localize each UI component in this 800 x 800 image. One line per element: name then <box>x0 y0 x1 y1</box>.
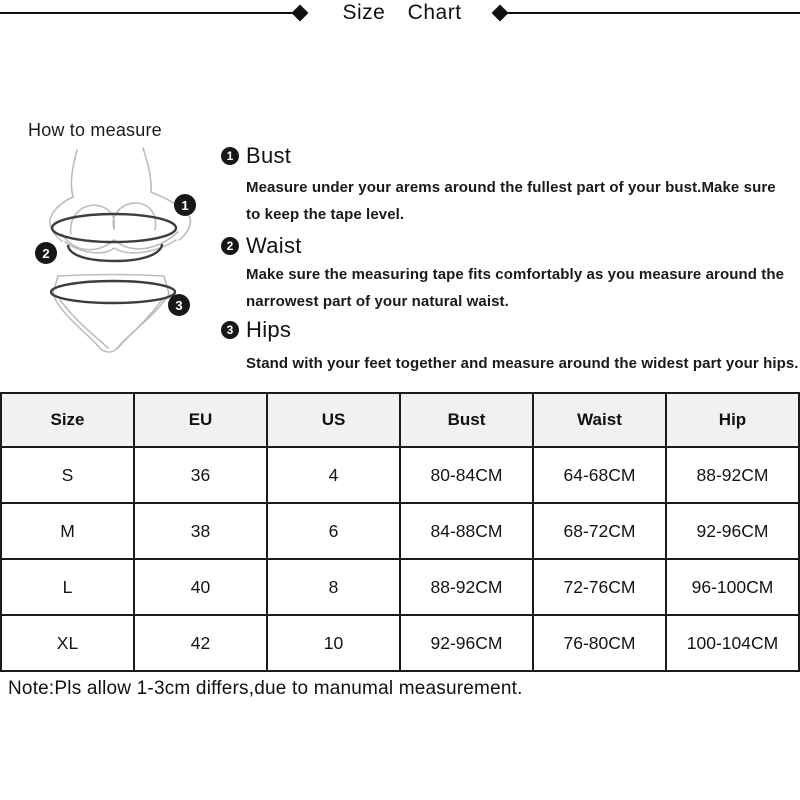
cell-hip: 88-92CM <box>666 447 799 503</box>
cell-size: L <box>1 559 134 615</box>
size-table-body <box>1 447 799 671</box>
cell-us: 4 <box>267 447 400 503</box>
bust-description-line: Measure under your arems around the fullest part of your bust.Make sure <box>246 179 776 196</box>
cell-bust: 80-84CM <box>400 447 533 503</box>
column-header-us: US <box>267 393 400 447</box>
divider-line-left <box>0 12 294 14</box>
how-to-measure-heading: How to measure <box>28 120 162 140</box>
bust-description <box>221 174 799 228</box>
waist-description-line: Make sure the measuring tape fits comfortably as you measure around the <box>246 266 785 283</box>
cell-us: 8 <box>267 559 400 615</box>
column-header-eu: EU <box>134 393 267 447</box>
section-waist <box>221 233 799 315</box>
cell-waist: 64-68CM <box>533 447 666 503</box>
cell-eu: 38 <box>134 503 267 559</box>
section-bust <box>221 143 799 228</box>
table-row-xl <box>1 615 799 671</box>
hips-description-line: Stand with your feet together and measure around the widest part your hips. <box>246 355 799 372</box>
table-row-s <box>1 447 799 503</box>
cell-eu: 42 <box>134 615 267 671</box>
svg-text:1: 1 <box>181 198 189 213</box>
column-header-hip: Hip <box>666 393 799 447</box>
hips-number-badge: 3 <box>221 321 239 339</box>
cell-bust: 88-92CM <box>400 559 533 615</box>
cell-waist: 76-80CM <box>533 615 666 671</box>
table-header-row <box>1 393 799 447</box>
waist-heading: Waist <box>246 233 302 258</box>
cell-hip: 100-104CM <box>666 615 799 671</box>
cell-size: S <box>1 447 134 503</box>
diamond-icon-right <box>491 5 508 22</box>
diagram-marker-bust <box>174 194 196 216</box>
cell-bust: 84-88CM <box>400 503 533 559</box>
column-header-size: Size <box>1 393 134 447</box>
column-header-bust: Bust <box>400 393 533 447</box>
table-row-l <box>1 559 799 615</box>
cell-size: XL <box>1 615 134 671</box>
svg-text:3: 3 <box>175 298 183 313</box>
bust-heading: Bust <box>246 143 292 168</box>
cell-hip: 92-96CM <box>666 503 799 559</box>
hip-tape-line <box>51 281 175 303</box>
hips-heading-row <box>221 317 799 343</box>
cell-us: 6 <box>267 503 400 559</box>
svg-text:2: 2 <box>42 246 50 261</box>
cell-eu: 36 <box>134 447 267 503</box>
divider-line-right <box>506 12 800 14</box>
note-text: Note:Pls allow 1-3cm differs,due to manumal measurement. <box>8 678 523 699</box>
bust-description-line: to keep the tape level. <box>246 206 405 223</box>
diagram-marker-hips <box>168 294 190 316</box>
diagram-marker-waist <box>35 242 57 264</box>
hips-heading: Hips <box>246 317 292 342</box>
diamond-icon-left <box>292 5 309 22</box>
section-hips <box>221 317 799 377</box>
waist-number-badge: 2 <box>221 237 239 255</box>
cell-eu: 40 <box>134 559 267 615</box>
size-table-header <box>1 393 799 447</box>
cell-waist: 72-76CM <box>533 559 666 615</box>
bust-number-badge: 1 <box>221 147 239 165</box>
page-title: Size Chart <box>342 1 462 24</box>
column-header-waist: Waist <box>533 393 666 447</box>
cell-waist: 68-72CM <box>533 503 666 559</box>
waist-heading-row <box>221 233 799 259</box>
size-table <box>0 392 800 672</box>
cell-hip: 96-100CM <box>666 559 799 615</box>
waist-description <box>221 261 799 315</box>
cell-size: M <box>1 503 134 559</box>
waist-description-line: narrowest part of your natural waist. <box>246 293 509 310</box>
bust-heading-row <box>221 143 799 169</box>
hips-description <box>221 350 799 377</box>
title-divider-row <box>0 0 800 26</box>
bikini-bottom-sketch <box>53 275 169 353</box>
cell-bust: 92-96CM <box>400 615 533 671</box>
table-row-m <box>1 503 799 559</box>
cell-us: 10 <box>267 615 400 671</box>
bikini-measure-diagram <box>10 142 220 367</box>
